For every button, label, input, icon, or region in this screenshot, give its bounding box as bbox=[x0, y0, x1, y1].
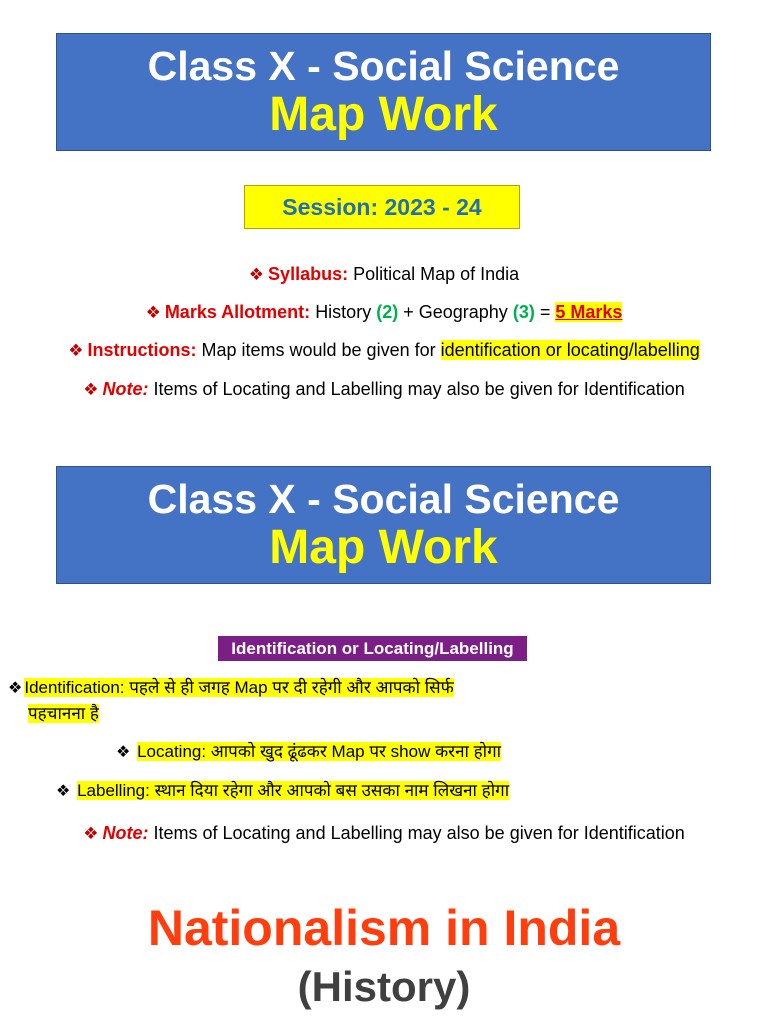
syllabus-text: Political Map of India bbox=[353, 264, 520, 284]
syllabus-line bbox=[0, 262, 768, 287]
diamond-bullet-icon: ❖ bbox=[83, 380, 99, 399]
syllabus-label: Syllabus: bbox=[268, 264, 349, 284]
marks-geography: + Geography bbox=[403, 302, 508, 322]
identification-line-2 bbox=[28, 703, 99, 725]
instructions-highlight: identification or locating/labelling bbox=[440, 340, 700, 360]
diamond-bullet-icon: ❖ bbox=[248, 265, 265, 284]
identification-text-2: पहचानना है bbox=[28, 704, 99, 723]
diamond-bullet-icon: ❖ bbox=[8, 680, 23, 697]
marks-label: Marks Allotment: bbox=[164, 302, 311, 322]
chapter-subtitle: (History) bbox=[297, 963, 471, 1010]
marks-line bbox=[0, 300, 768, 325]
banner-subtitle: Map Work bbox=[269, 88, 498, 141]
note-text: Items of Locating and Labelling may also be given for Identification bbox=[153, 379, 685, 399]
identification-line bbox=[8, 677, 454, 700]
banner-title: Class X - Social Science bbox=[147, 476, 620, 522]
banner-title: Class X - Social Science bbox=[147, 43, 620, 89]
identification-text: Identification: पहले से ही जगह Map पर दी रहेगी और आपको सिर्फ bbox=[24, 678, 454, 697]
marks-equals: = bbox=[539, 302, 551, 322]
locating-line bbox=[116, 741, 501, 764]
note-label: Note: bbox=[102, 823, 149, 843]
banner-subtitle: Map Work bbox=[269, 521, 498, 574]
diamond-bullet-icon: ❖ bbox=[145, 303, 161, 322]
chapter-title: Nationalism in India bbox=[147, 900, 621, 956]
diamond-bullet-icon: ❖ bbox=[83, 824, 99, 843]
locating-text: Locating: आपको खुद ढूंढकर Map पर show करना होगा bbox=[137, 742, 502, 761]
instructions-line bbox=[0, 338, 768, 363]
labelling-text: Labelling: स्थान दिया रहेगा और आपको बस उसका नाम लिखना होगा bbox=[77, 781, 510, 800]
diamond-bullet-icon: ❖ bbox=[68, 341, 84, 360]
instructions-label: Instructions: bbox=[87, 340, 197, 360]
header-banner bbox=[56, 33, 711, 151]
instructions-text: Map items would be given for bbox=[201, 340, 436, 360]
header-banner-2 bbox=[56, 466, 711, 584]
note-line bbox=[0, 377, 768, 402]
diamond-bullet-icon: ❖ bbox=[56, 783, 71, 800]
note-line-2 bbox=[0, 821, 768, 846]
marks-geography-num: (3) bbox=[512, 302, 535, 322]
labelling-line bbox=[56, 780, 509, 803]
note-label: Note: bbox=[102, 379, 149, 399]
section-subheading: Identification or Locating/Labelling bbox=[218, 636, 527, 661]
diamond-bullet-icon: ❖ bbox=[116, 744, 131, 761]
session-box: Session: 2023 - 24 bbox=[244, 185, 520, 229]
marks-history-num: (2) bbox=[376, 302, 399, 322]
note-text: Items of Locating and Labelling may also be given for Identification bbox=[153, 823, 685, 843]
marks-history: History bbox=[315, 302, 372, 322]
marks-total: 5 Marks bbox=[555, 302, 623, 322]
